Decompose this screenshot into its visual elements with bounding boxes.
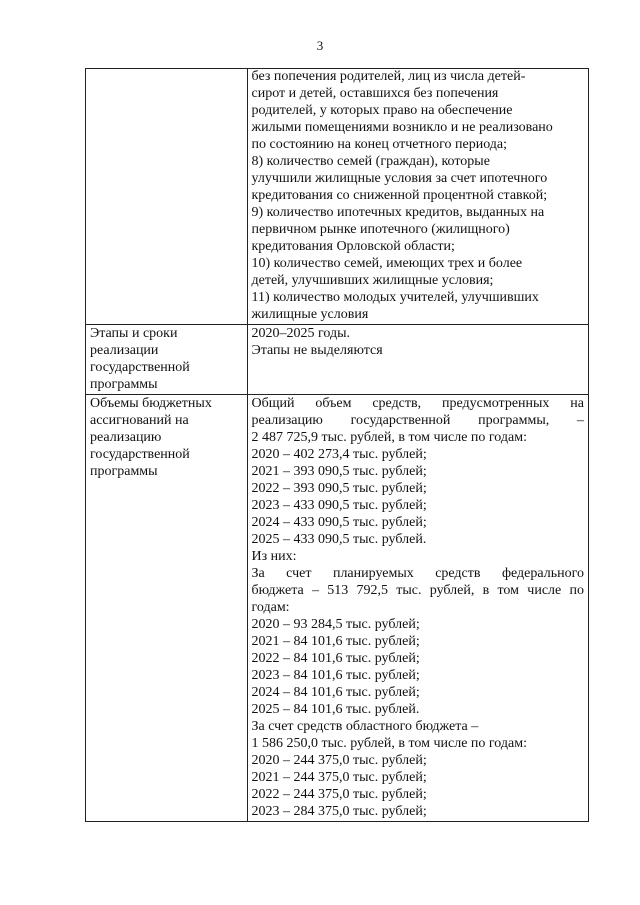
program-passport-table bbox=[85, 68, 589, 822]
label-line: реализации bbox=[90, 343, 159, 358]
content-line: 2024 – 84 101,6 тыс. рублей; bbox=[251, 685, 420, 700]
content-line: сирот и детей, оставшихся без попечения bbox=[251, 86, 499, 101]
content-line: жилищные условия bbox=[251, 307, 369, 322]
row-label-cell bbox=[86, 325, 248, 395]
content-line: улучшили жилищные условия за счет ипотечного bbox=[251, 171, 548, 186]
content-line: 11) количество молодых учителей, улучшивших bbox=[251, 290, 539, 305]
content-line: За счет средств областного бюджета – bbox=[251, 719, 479, 734]
content-line: кредитования Орловской области; bbox=[251, 239, 455, 254]
content-line: 2021 – 393 090,5 тыс. рублей; bbox=[251, 464, 427, 479]
content-line: 2020–2025 годы. bbox=[251, 326, 351, 341]
content-line: 2023 – 84 101,6 тыс. рублей; bbox=[251, 668, 420, 683]
row-content-cell bbox=[247, 69, 589, 325]
label-line: государственной bbox=[90, 447, 190, 462]
content-line: первичном рынке ипотечного (жилищного) bbox=[251, 222, 510, 237]
content-line: родителей, у которых право на обеспечение bbox=[251, 103, 513, 118]
content-line: годам: bbox=[251, 600, 290, 615]
content-line: 2023 – 284 375,0 тыс. рублей; bbox=[251, 804, 427, 819]
row-label-cell bbox=[86, 69, 248, 325]
label-line: программы bbox=[90, 464, 158, 479]
content-line: 10) количество семей, имеющих трех и более bbox=[251, 256, 523, 271]
content-line: 2023 – 433 090,5 тыс. рублей; bbox=[251, 498, 427, 513]
content-line: 9) количество ипотечных кредитов, выданных на bbox=[251, 205, 545, 220]
content-line: 8) количество семей (граждан), которые bbox=[251, 154, 490, 169]
content-line: реализацию государственной программы, – bbox=[251, 413, 584, 428]
label-line: реализацию bbox=[90, 430, 162, 445]
content-line: Из них: bbox=[251, 549, 297, 564]
content-line: бюджета – 513 792,5 тыс. рублей, в том числе по bbox=[251, 583, 584, 598]
content-line: 2022 – 244 375,0 тыс. рублей; bbox=[251, 787, 427, 802]
content-line: 2025 – 84 101,6 тыс. рублей. bbox=[251, 702, 420, 717]
table-row-budget bbox=[86, 395, 589, 822]
content-line: детей, улучшивших жилищные условия; bbox=[251, 273, 494, 288]
content-line: За счет планируемых средств федерального bbox=[251, 566, 584, 581]
content-line: 2022 – 84 101,6 тыс. рублей; bbox=[251, 651, 420, 666]
content-line: 2021 – 84 101,6 тыс. рублей; bbox=[251, 634, 420, 649]
label-line: ассигнований на bbox=[90, 413, 189, 428]
content-line: 2020 – 244 375,0 тыс. рублей; bbox=[251, 753, 427, 768]
content-line: 2022 – 393 090,5 тыс. рублей; bbox=[251, 481, 427, 496]
content-line: 2024 – 433 090,5 тыс. рублей; bbox=[251, 515, 427, 530]
label-line: Этапы и сроки bbox=[90, 326, 178, 341]
content-line: жилыми помещениями возникло и не реализовано bbox=[251, 120, 553, 135]
content-line: 2020 – 93 284,5 тыс. рублей; bbox=[251, 617, 420, 632]
content-line: 2021 – 244 375,0 тыс. рублей; bbox=[251, 770, 427, 785]
label-line: Объемы бюджетных bbox=[90, 396, 212, 411]
row-label-cell bbox=[86, 395, 248, 822]
content-line: кредитования со сниженной процентной ставкой; bbox=[251, 188, 548, 203]
content-line: по состоянию на конец отчетного периода; bbox=[251, 137, 508, 152]
row-content-cell bbox=[247, 325, 589, 395]
table-row-indicators bbox=[86, 69, 589, 325]
content-line: 2 487 725,9 тыс. рублей, в том числе по годам: bbox=[251, 430, 527, 445]
content-line: Общий объем средств, предусмотренных на bbox=[251, 396, 584, 411]
content-line: Этапы не выделяются bbox=[251, 343, 383, 358]
content-line: без попечения родителей, лиц из числа детей- bbox=[251, 69, 526, 84]
table-row-stages bbox=[86, 325, 589, 395]
label-line: программы bbox=[90, 377, 158, 392]
content-line: 2020 – 402 273,4 тыс. рублей; bbox=[251, 447, 427, 462]
label-line: государственной bbox=[90, 360, 190, 375]
content-line: 1 586 250,0 тыс. рублей, в том числе по годам: bbox=[251, 736, 527, 751]
content-line: 2025 – 433 090,5 тыс. рублей. bbox=[251, 532, 427, 547]
page-number: 3 bbox=[316, 38, 324, 53]
row-content-cell bbox=[247, 395, 589, 822]
